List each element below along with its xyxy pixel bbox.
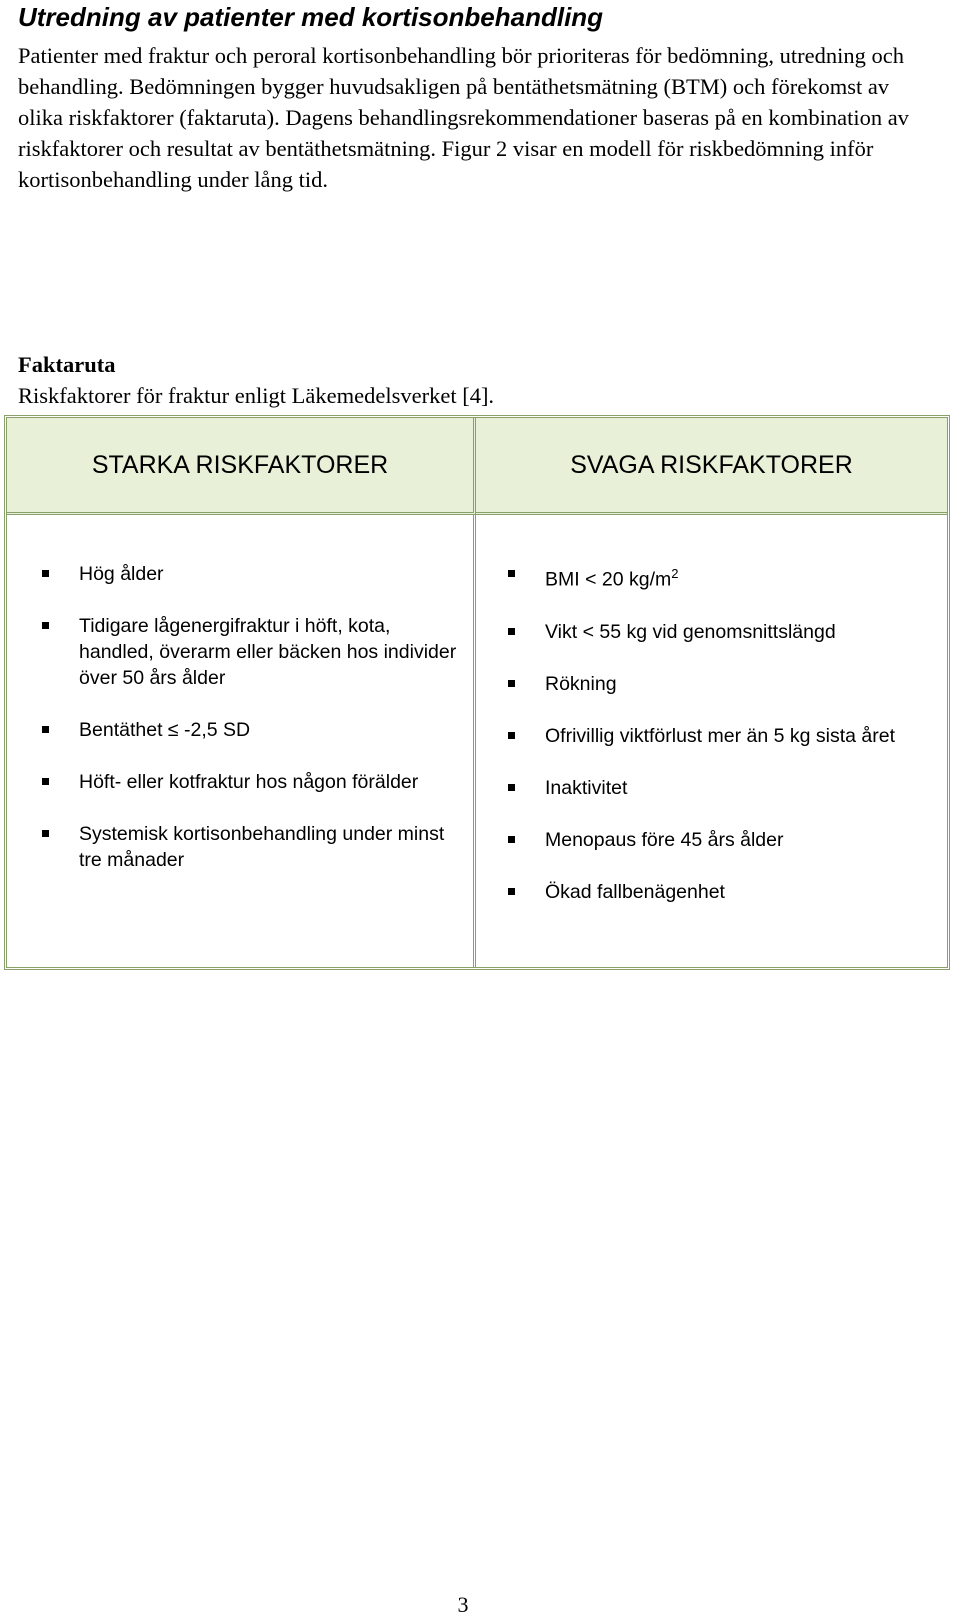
square-bullet-icon xyxy=(508,888,515,895)
list-item: Inaktivitet xyxy=(476,775,947,801)
page-number: 3 xyxy=(457,1592,469,1617)
list-item: Systemisk kortisonbehandling under minst tre månader xyxy=(7,821,473,873)
intro-paragraph: Patienter med fraktur och peroral kortisonbehandling bör prioriteras för bedömning, utredning och behandling. Bedömningen bygger huvudsakligen på bentäthetsmätning (BTM) och förekomst av olika riskfaktorer (faktaruta). Dagens behandlingsrekommendationer baseras på en kombination av riskfaktorer och resultat av bentäthetsmätning. Figur 2 visar en modell för riskbedömning inför kortisonbehandling under lång tid. xyxy=(18,43,909,192)
section-heading: Utredning av patienter med kortisonbehandling xyxy=(18,2,604,32)
strong-risk-header: STARKA RISKFAKTORER xyxy=(7,418,476,515)
list-item: Tidigare lågenergifraktur i höft, kota, handled, överarm eller bäcken hos individer över 50 års ålder xyxy=(7,613,473,691)
list-item: Rökning xyxy=(476,671,947,697)
risk-factor-table xyxy=(4,415,950,970)
square-bullet-icon xyxy=(508,784,515,791)
list-item: Hög ålder xyxy=(7,561,473,587)
list-item: Ökad fallbenägenhet xyxy=(476,879,947,905)
factbox-caption: Riskfaktorer för fraktur enligt Läkemedelsverket [4]. xyxy=(18,383,495,408)
list-item: BMI < 20 $kg/m^2$ xyxy=(476,561,947,593)
weak-risk-header: SVAGA RISKFAKTORER xyxy=(476,418,947,515)
factbox-title: Faktaruta xyxy=(18,352,116,377)
square-bullet-icon xyxy=(508,680,515,687)
square-bullet-icon xyxy=(42,622,49,629)
list-item: Ofrivillig viktförlust mer än 5 kg sista året xyxy=(476,723,947,749)
list-item: Vikt < 55 kg vid genomsnittslängd xyxy=(476,619,947,645)
square-bullet-icon xyxy=(508,732,515,739)
square-bullet-icon xyxy=(508,628,515,635)
list-item: Bentäthet ≤ -2,5 SD xyxy=(7,717,473,743)
weak-risk-list xyxy=(476,561,947,905)
square-bullet-icon xyxy=(42,830,49,837)
square-bullet-icon xyxy=(508,570,515,577)
list-item: Höft- eller kotfraktur hos någon förälder xyxy=(7,769,473,795)
weak-risk-column xyxy=(476,515,947,967)
list-item: Menopaus före 45 års ålder xyxy=(476,827,947,853)
square-bullet-icon xyxy=(42,778,49,785)
square-bullet-icon xyxy=(42,726,49,733)
strong-risk-list xyxy=(7,561,473,873)
square-bullet-icon xyxy=(42,570,49,577)
strong-risk-column xyxy=(7,515,476,967)
square-bullet-icon xyxy=(508,836,515,843)
